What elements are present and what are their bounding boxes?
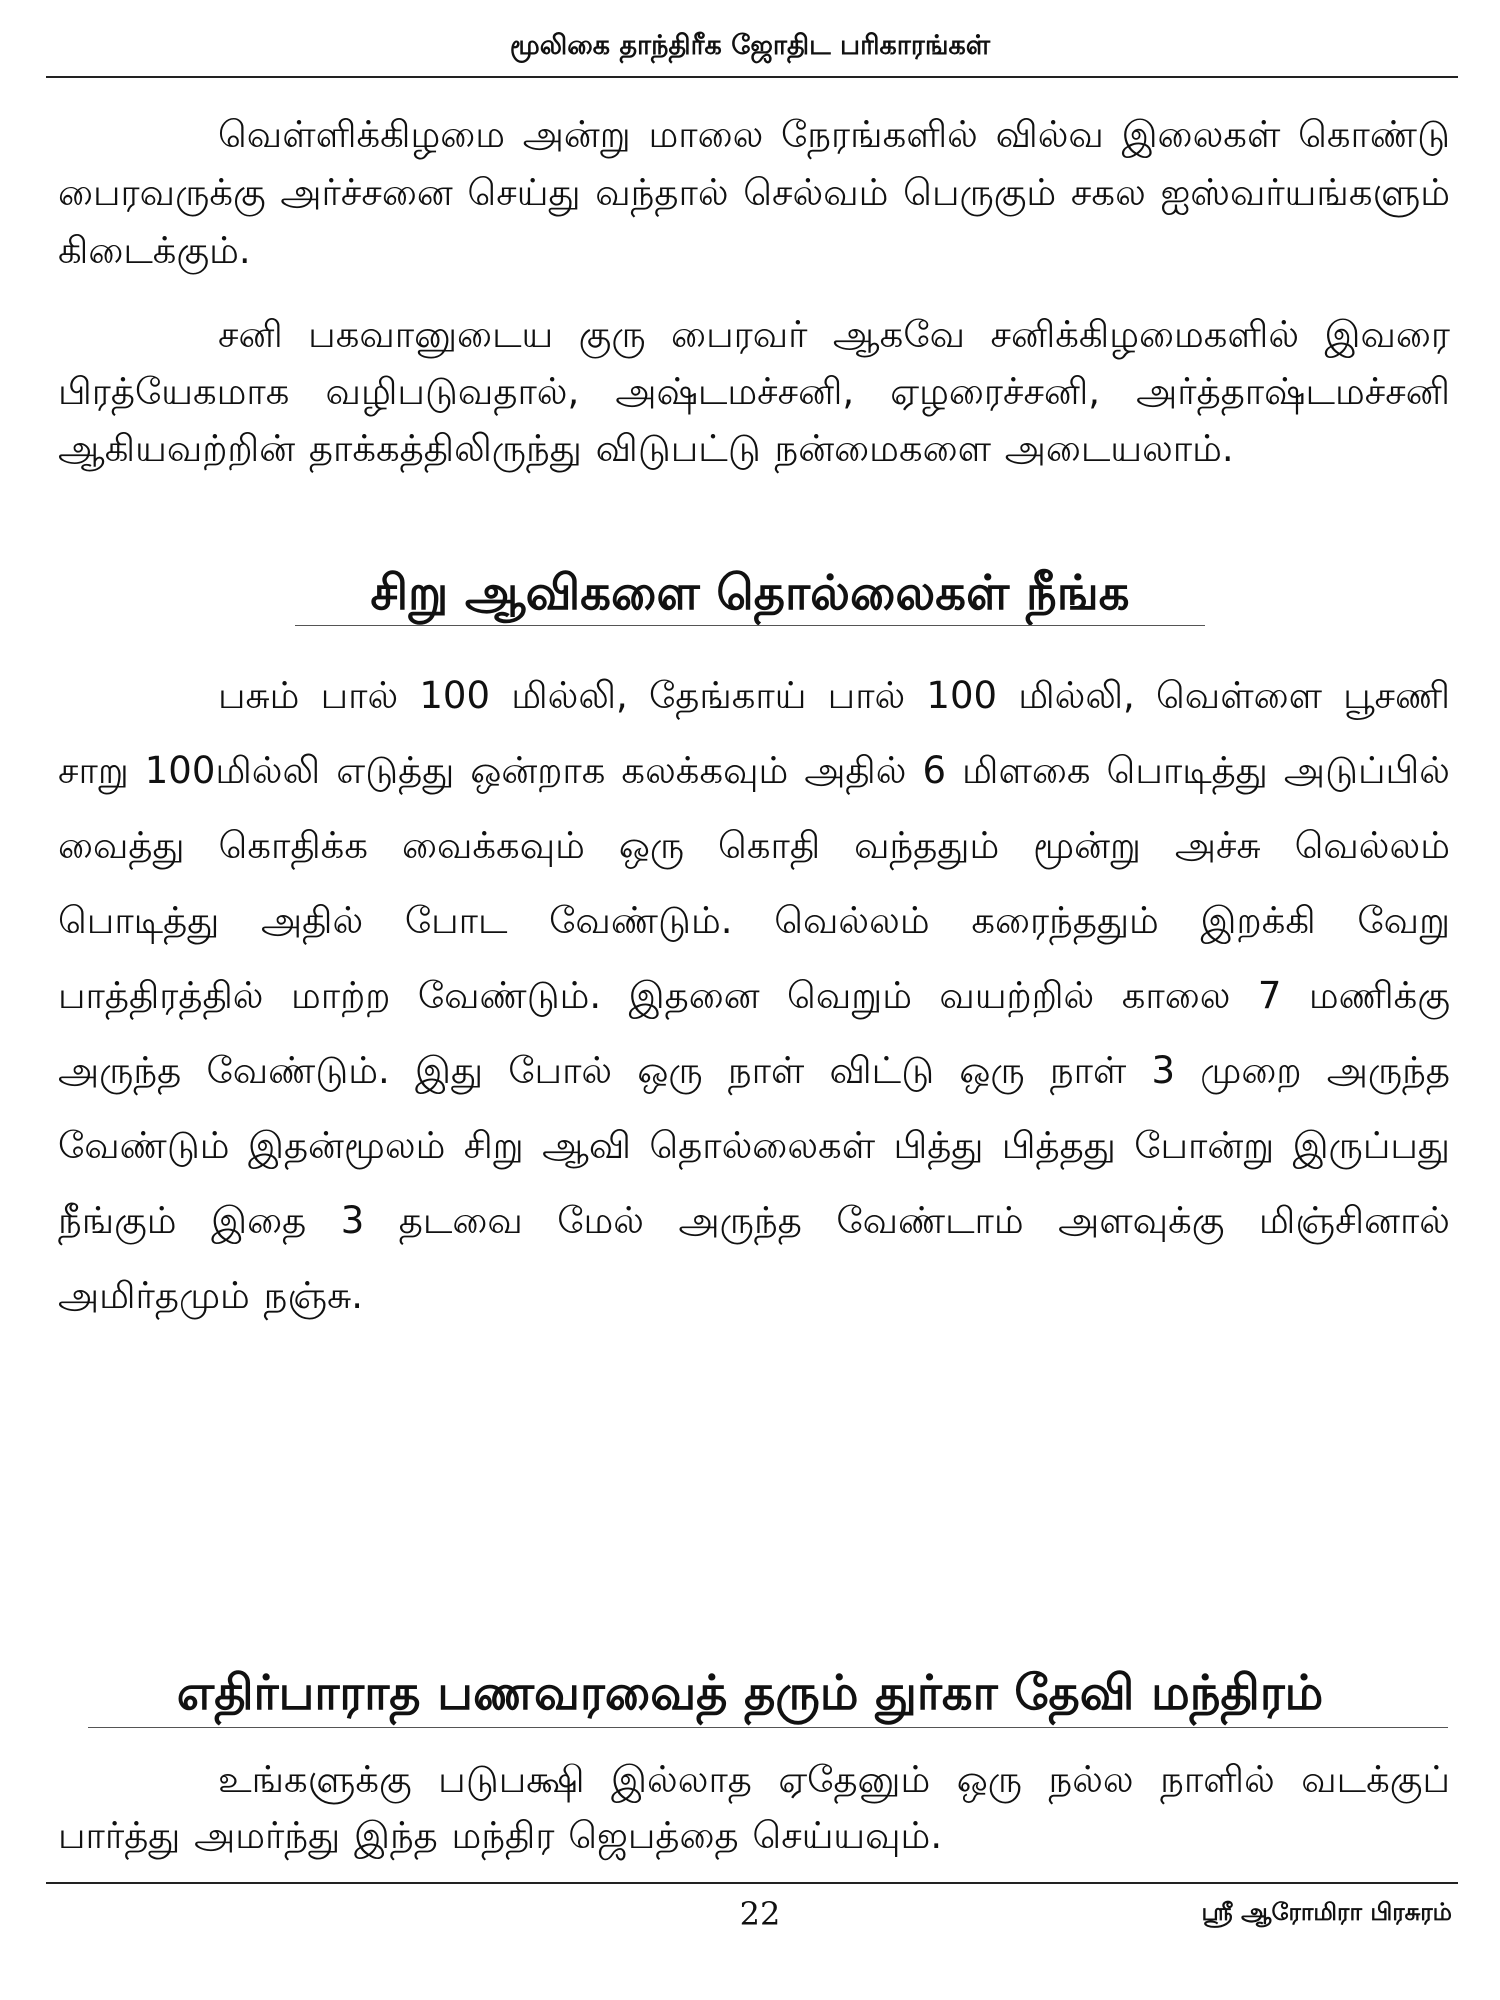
heading-2-underline (88, 1727, 1448, 1728)
paragraph-1: வெள்ளிக்கிழமை அன்று மாலை நேரங்களில் வில்வ இலைகள் கொண்டு பைரவருக்கு அர்ச்சனை செய்து வந்தால் செல்வம் பெருகும் சகல ஐஸ்வர்யங்களும் கிடைக்கும். (58, 113, 1450, 272)
publisher-name: ஸ்ரீ ஆரோமிரா பிரசுரம் (1201, 1898, 1452, 1926)
paragraph-2: சனி பகவானுடைய குரு பைரவர் ஆகவே சனிக்கிழமைகளில் இவரை பிரத்யேகமாக வழிபடுவதால், அஷ்டமச்சனி, ஏழரைச்சனி, அர்த்தாஷ்டமச்சனி ஆகியவற்றின் தாக்கத்திலிருந்து விடுபட்டு நன்மைகளை அடையலாம். (58, 313, 1450, 470)
paragraph-3: பசும் பால் 100 மில்லி, தேங்காய் பால் 100 மில்லி, வெள்ளை பூசணி சாறு 100மில்லி எடுத்து ஒன்றாக கலக்கவும் அதில் 6 மிளகை பொடித்து அடுப்பில் வைத்து கொதிக்க வைக்கவும் ஒரு கொதி வந்ததும் மூன்று அச்சு வெல்லம் பொடித்து அதில் போட வேண்டும். வெல்லம் கரைந்ததும் இறக்கி வேறு பாத்திரத்தில் மாற்ற வேண்டும். இதனை வெறும் வயற்றில் காலை 7 மணிக்கு அருந்த வேண்டும். இது போல் ஒரு நாள் விட்டு ஒரு நாள் 3 முறை அருந்த வேண்டும் இதன்மூலம் சிறு ஆவி தொல்லைகள் பித்து பித்தது போன்று இருப்பது நீங்கும் இதை 3 தடவை மேல் அருந்த வேண்டாம் அளவுக்கு மிஞ்சினால் அமிர்தமும் நஞ்சு. (58, 674, 1450, 1317)
page-number: 22 (739, 1895, 781, 1933)
heading-1-underline (295, 625, 1205, 626)
footer-rule (46, 1882, 1458, 1884)
running-header: மூலிகை தாந்திரீக ஜோதிட பரிகாரங்கள் (509, 30, 991, 61)
header-rule (46, 76, 1458, 78)
paragraph-4: உங்களுக்கு படுபக்ஷி இல்லாத ஏதேனும் ஒரு நல்ல நாளில் வடக்குப் பார்த்து அமர்ந்து இந்த மந்திர ஜெபத்தை செய்யவும். (58, 1758, 1450, 1857)
section-heading-2: எதிர்பாராத பணவரவைத் தரும் துர்கா தேவி மந்திரம் (176, 1665, 1324, 1721)
section-heading-1: சிறு ஆவிகளை தொல்லைகள் நீங்க (370, 565, 1130, 621)
